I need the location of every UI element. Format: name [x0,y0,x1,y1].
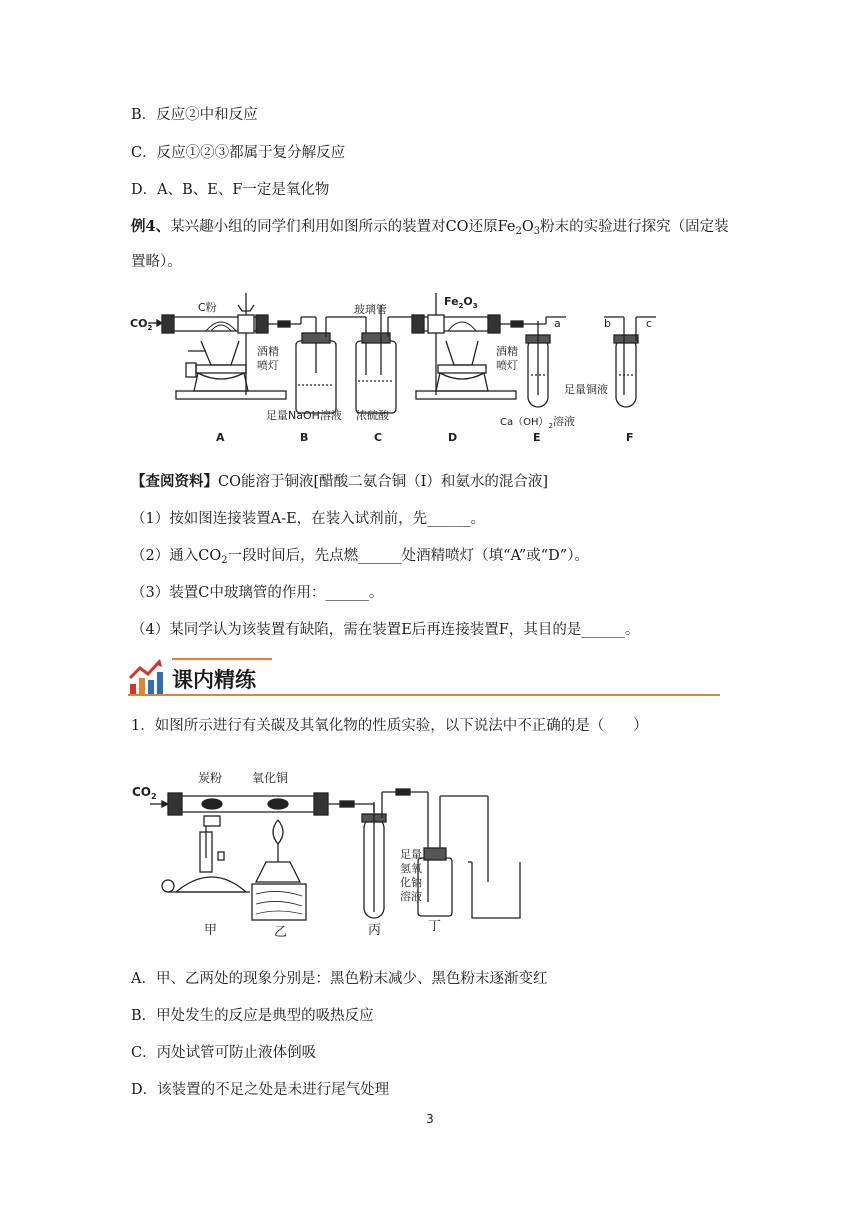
fig2-label-yi: 乙 [274,925,288,940]
fig1-label-b: B [300,431,309,444]
fig1-label-e: E [533,431,541,444]
svg-text:Fe2O3: $Fe_2O_3$ [444,295,478,310]
fig1-port-c: c [646,317,653,330]
fig1-lamp-d-1: 酒精 [496,345,518,358]
fig2-naoh-line-1: 足量 [400,848,422,861]
fig2-naoh-line-3: 化钠 [400,876,422,889]
fig1-lamp-d-2: 喷灯 [496,359,518,372]
section-header [128,656,720,700]
question-2: （2）通入$CO_2$一段时间后，先点燃______处酒精喷灯（填“A”或“D”）。 [131,548,589,566]
fig1-glass-tube-label: 玻璃管 [354,303,387,316]
fig2-carbon-label: 炭粉 [198,771,223,785]
fig1-lamp-a-2: 喷灯 [257,359,279,372]
svg-text:CO2: $CO_2$ [130,317,153,332]
fig1-port-b: b [604,317,611,330]
fig2-label-bing: 丙 [368,923,382,938]
apparatus-diagram-1 [126,285,666,445]
svg-text:CO2: $CO_2$ [132,785,157,801]
exercise-1-stem: 1．如图所示进行有关碳及其氧化物的性质实验，以下说法中不正确的是（ ） [131,718,648,734]
exercise-option-b: B．甲处发生的反应是典型的吸热反应 [131,1008,374,1024]
exercise-option-c: C．丙处试管可防止液体倒吸 [131,1045,317,1061]
example-4-stem: 例4、某兴趣小组的同学们利用如图所示的装置对CO还原$Fe_2O_3$粉末的实验进行探究（固定装置略）。 [131,218,729,270]
fig2-co2-label: CO [132,785,152,799]
option-c-prev: C．反应①②③都属于复分解反应 [131,145,346,161]
section-title: 课内精练 [172,668,256,692]
fig2-label-jia: 甲 [204,923,218,938]
fig1-copper-label: 足量铜液 [564,383,608,396]
fig2-naoh-line-2: 氢氧 [400,862,422,875]
fig1-h2so4-label: 浓硫酸 [356,409,389,422]
fig2-naoh-line-4: 溶液 [400,890,422,903]
exercise-option-a: A．甲、乙两处的现象分别是：黑色粉末减少、黑色粉末逐渐变红 [131,971,548,987]
question-3: （3）装置C中玻璃管的作用：______。 [131,585,384,601]
question-1: （1）按如图连接装置A-E，在装入试剂前，先______。 [131,511,486,527]
example-label: 例4 [131,218,156,235]
fig2-label-ding: 丁 [428,919,442,934]
section-rule-top [172,658,272,660]
apparatus-diagram-2 [128,762,528,942]
option-b-prev: B．反应②中和反应 [131,107,258,123]
fig1-label-a: A [216,431,225,444]
fig1-caoh-label: Ca（OH） [500,417,549,428]
fig1-fe2o3-label: Fe [444,295,459,308]
section-rule [128,694,720,696]
page-number: 3 [426,1112,434,1126]
fig1-lamp-a-1: 酒精 [257,345,279,358]
fig1-label-f: F [626,431,634,444]
option-d-prev: D．A、B、E、F一定是氧化物 [131,182,330,198]
svg-text:Ca（OH）2溶液: $Ca(OH)_2$溶液 [500,415,575,430]
exercise-option-d: D．该装置的不足之处是未进行尾气处理 [131,1082,390,1098]
fig1-co2-label: CO [130,317,148,330]
fig1-port-a: a [554,317,561,330]
materials-note: 【查阅资料】CO能溶于铜液[醋酸二氨合铜（Ⅰ）和氨水的混合液] [131,473,549,490]
fig1-c-powder-label: C粉 [198,301,217,314]
fig1-label-d: D [448,431,458,444]
fig1-naoh-label: 足量NaOH溶液 [266,409,342,422]
chart-icon [128,658,164,696]
question-4: （4）某同学认为该装置有缺陷，需在装置E后再连接装置F，其目的是______。 [131,622,640,638]
fig2-cuo-label: 氧化铜 [252,771,289,785]
fig1-label-c: C [374,431,383,444]
